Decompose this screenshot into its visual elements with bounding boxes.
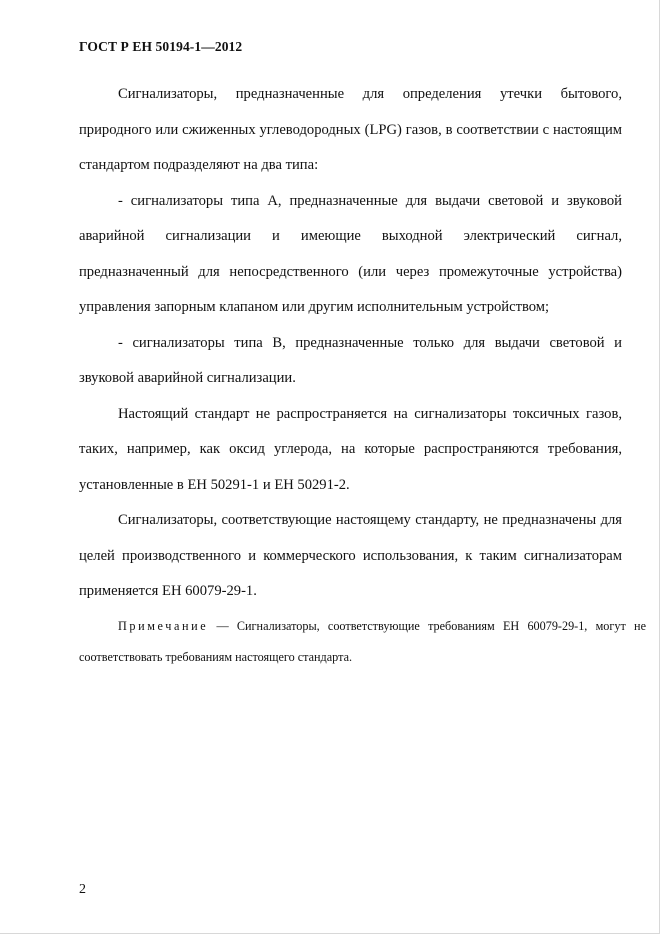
paragraph-gas-detector-types: Сигнализаторы, предназначенные для определения утечки бытового, природного или сжиженных углеводородных (LPG) газов, в соответствии с настоящим стандартом подразделяют на два типа: — [79, 86, 622, 173]
document-header: ГОСТ Р ЕН 50194-1—2012 — [79, 39, 243, 54]
paragraph-type-b: - сигнализаторы типа В, предназначенные только для выдачи световой и звуковой аварийной сигнализации. — [79, 334, 622, 386]
note-text: — Сигнализаторы, соответствующие требованиям ЕН 60079-29-1, могут не соответствовать требованиям настоящего стандарта. — [79, 619, 646, 664]
document-body — [79, 77, 622, 610]
paragraph-industrial-use: Сигнализаторы, соответствующие настоящему стандарту, не предназначены для целей производственного и коммерческого использования, к таким сигнализаторам применяется ЕН 60079-29-1. — [79, 512, 622, 599]
paragraph-toxic-gases-scope: Настоящий стандарт не распространяется на сигнализаторы токсичных газов, таких, например, как оксид углерода, на которые распространяются требования, установленные в ЕН 50291-1 и ЕН 50291-2. — [79, 405, 622, 493]
paragraph-type-a: - сигнализаторы типа А, предназначенные для выдачи световой и звуковой аварийной сигнализации и имеющие выходной электрический сигнал, предназначенный для непосредственного (или через промежуточные устройства) управления запорным клапаном или другим исполнительным устройством; — [79, 192, 622, 315]
note-label: Примечание — [118, 619, 209, 633]
page-number: 2 — [79, 882, 86, 897]
note-block — [79, 611, 646, 673]
